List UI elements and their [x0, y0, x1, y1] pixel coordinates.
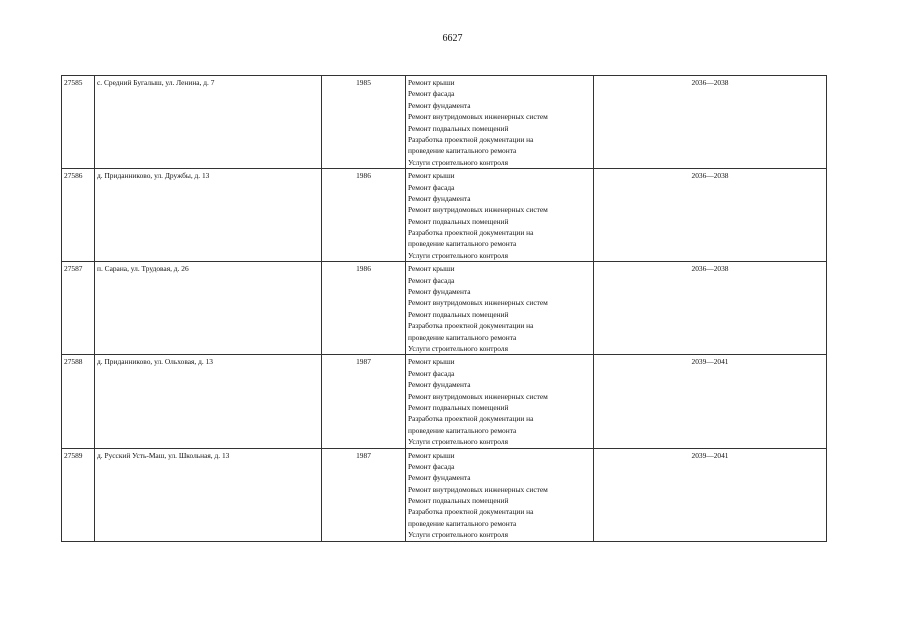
work-item: Ремонт фасада — [408, 89, 455, 99]
works-cell — [406, 262, 594, 355]
registry-table — [61, 75, 827, 542]
work-item: Разработка проектной документации на — [408, 507, 534, 517]
registry-table-body — [62, 76, 827, 542]
table-row — [62, 448, 827, 541]
work-item: Ремонт внутридомовых инженерных систем — [408, 298, 548, 308]
year-cell: 1986 — [322, 169, 406, 262]
house-number-cell: 27585 — [62, 76, 95, 169]
work-item: Ремонт фундамента — [408, 380, 471, 390]
period-cell: 2039—2041 — [594, 355, 827, 448]
address-cell: с. Средний Бугалыш, ул. Ленина, д. 7 — [95, 76, 322, 169]
period-cell: 2036—2038 — [594, 76, 827, 169]
work-item: Ремонт внутридомовых инженерных систем — [408, 484, 548, 494]
works-cell — [406, 169, 594, 262]
year-cell: 1985 — [322, 76, 406, 169]
work-item: Ремонт внутридомовых инженерных систем — [408, 112, 548, 122]
year-cell: 1986 — [322, 262, 406, 355]
work-item: проведение капитального ремонта — [408, 146, 517, 156]
work-item: Ремонт внутридомовых инженерных систем — [408, 391, 548, 401]
work-item: Ремонт подвальных помещений — [408, 402, 509, 412]
work-item: Ремонт подвальных помещений — [408, 496, 509, 506]
year-cell: 1987 — [322, 448, 406, 541]
work-item: Ремонт фундамента — [408, 473, 471, 483]
work-item: Ремонт крыши — [408, 264, 455, 274]
house-number-cell: 27586 — [62, 169, 95, 262]
work-item: Ремонт фасада — [408, 182, 455, 192]
address-cell: д. Приданниково, ул. Ольховая, д. 13 — [95, 355, 322, 448]
work-item: проведение капитального ремонта — [408, 425, 517, 435]
work-item: Разработка проектной документации на — [408, 414, 534, 424]
address-cell: п. Сарана, ул. Трудовая, д. 26 — [95, 262, 322, 355]
house-number-cell: 27589 — [62, 448, 95, 541]
work-item: Разработка проектной документации на — [408, 321, 534, 331]
works-cell — [406, 355, 594, 448]
work-item: Разработка проектной документации на — [408, 228, 534, 238]
work-item: Ремонт подвальных помещений — [408, 123, 509, 133]
work-item: Ремонт подвальных помещений — [408, 309, 509, 319]
house-number-cell: 27588 — [62, 355, 95, 448]
table-row — [62, 76, 827, 169]
work-item: Ремонт подвальных помещений — [408, 216, 509, 226]
work-item: Ремонт крыши — [408, 171, 455, 181]
work-item: проведение капитального ремонта — [408, 518, 517, 528]
year-cell: 1987 — [322, 355, 406, 448]
work-item: Ремонт фундамента — [408, 100, 471, 110]
work-item: Разработка проектной документации на — [408, 134, 534, 144]
works-cell — [406, 76, 594, 169]
work-item: Услуги строительного контроля — [408, 343, 508, 353]
work-item: Ремонт фундамента — [408, 193, 471, 203]
work-item: Услуги строительного контроля — [408, 530, 508, 540]
work-item: проведение капитального ремонта — [408, 239, 517, 249]
work-item: Ремонт фундамента — [408, 287, 471, 297]
period-cell: 2036—2038 — [594, 262, 827, 355]
address-cell: д. Русский Усть-Маш, ул. Школьная, д. 13 — [95, 448, 322, 541]
address-cell: д. Приданниково, ул. Дружбы, д. 13 — [95, 169, 322, 262]
work-item: Ремонт крыши — [408, 450, 455, 460]
table-row — [62, 262, 827, 355]
work-item: Услуги строительного контроля — [408, 250, 508, 260]
work-item: Услуги строительного контроля — [408, 437, 508, 447]
work-item: Ремонт крыши — [408, 78, 455, 87]
period-cell: 2039—2041 — [594, 448, 827, 541]
works-cell — [406, 448, 594, 541]
house-number-cell: 27587 — [62, 262, 95, 355]
table-row — [62, 169, 827, 262]
page-number: 6627 — [442, 33, 463, 44]
period-cell: 2036—2038 — [594, 169, 827, 262]
work-item: Ремонт внутридомовых инженерных систем — [408, 205, 548, 215]
work-item: Ремонт фасада — [408, 368, 455, 378]
work-item: Услуги строительного контроля — [408, 157, 508, 167]
work-item: Ремонт фасада — [408, 275, 455, 285]
table-row — [62, 355, 827, 448]
work-item: Ремонт крыши — [408, 357, 455, 367]
work-item: Ремонт фасада — [408, 461, 455, 471]
work-item: проведение капитального ремонта — [408, 332, 517, 342]
